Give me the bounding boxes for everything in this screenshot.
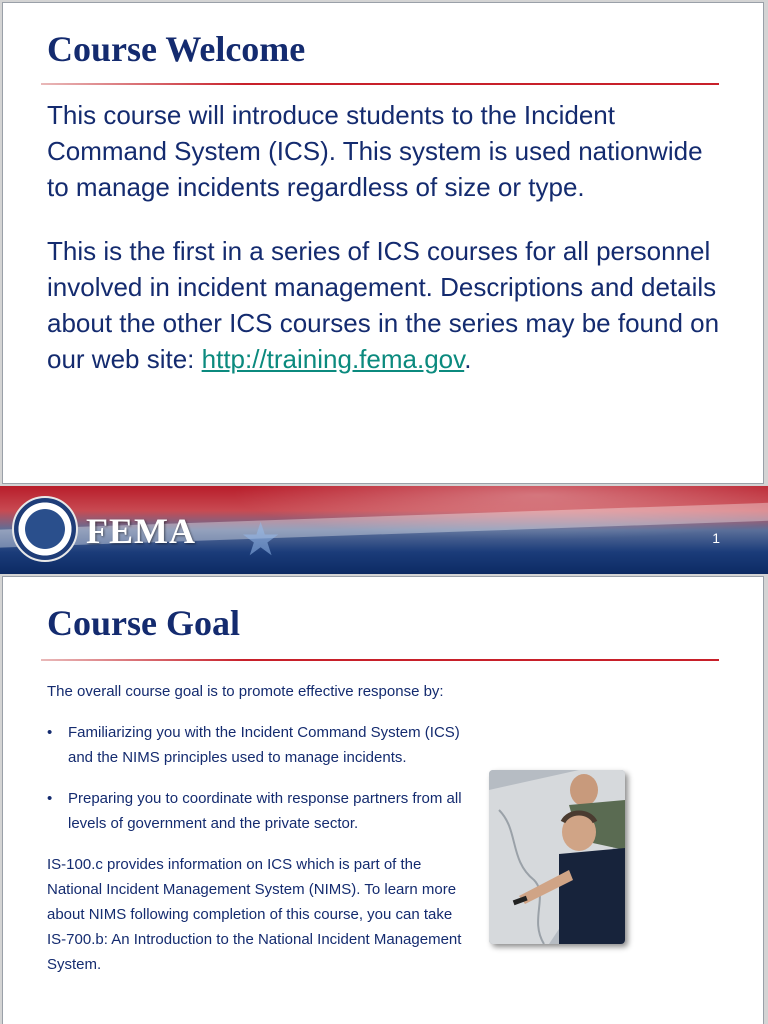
slide-course-welcome [2,2,764,484]
slide-title: Course Welcome [47,29,306,69]
slide-body [47,679,467,993]
slide-course-goal [2,576,764,1024]
list-item-text: Familiarizing you with the Incident Command System (ICS) and the NIMS principles used to manage incidents. [68,724,460,766]
star-icon: ★ [240,513,282,565]
list-item [47,786,467,836]
paragraph-period: . [464,344,472,374]
page-number: 1 [712,530,720,546]
paragraph-intro: This course will introduce students to the Incident Command System (ICS). This system is used nationwide to manage incidents regardless of size or type. [47,100,703,202]
nims-info: IS-100.c provides information on ICS which is part of the National Incident Management System (NIMS). To learn more about NIMS following completion of this course, you can take IS-700.b: An Introduction to the National Incident Management System. [47,856,462,973]
dhs-seal-icon [12,496,78,562]
slide-title: Course Goal [47,603,240,643]
paragraph-series [47,233,727,377]
fema-training-link[interactable]: http://training.fema.gov [201,344,465,374]
responders-photo [489,770,625,944]
fema-banner [0,486,768,574]
goal-intro: The overall course goal is to promote effective response by: [47,683,444,700]
fema-logo: FEMA [86,511,196,551]
paragraph-series-text: This is the first in a series of ICS courses for all personnel involved in incident management. Descriptions and details about the other ICS courses in the series may be found on our web site: [47,236,720,374]
bullet-icon: • [47,724,53,741]
title-divider [41,83,719,85]
list-item [47,720,467,770]
title-divider [41,659,719,661]
list-item-text: Preparing you to coordinate with response partners from all levels of government and the private sector. [68,790,462,832]
responders-illustration [489,770,625,944]
goal-list [47,720,467,836]
slide-body [47,97,727,405]
bullet-icon: • [47,790,53,807]
